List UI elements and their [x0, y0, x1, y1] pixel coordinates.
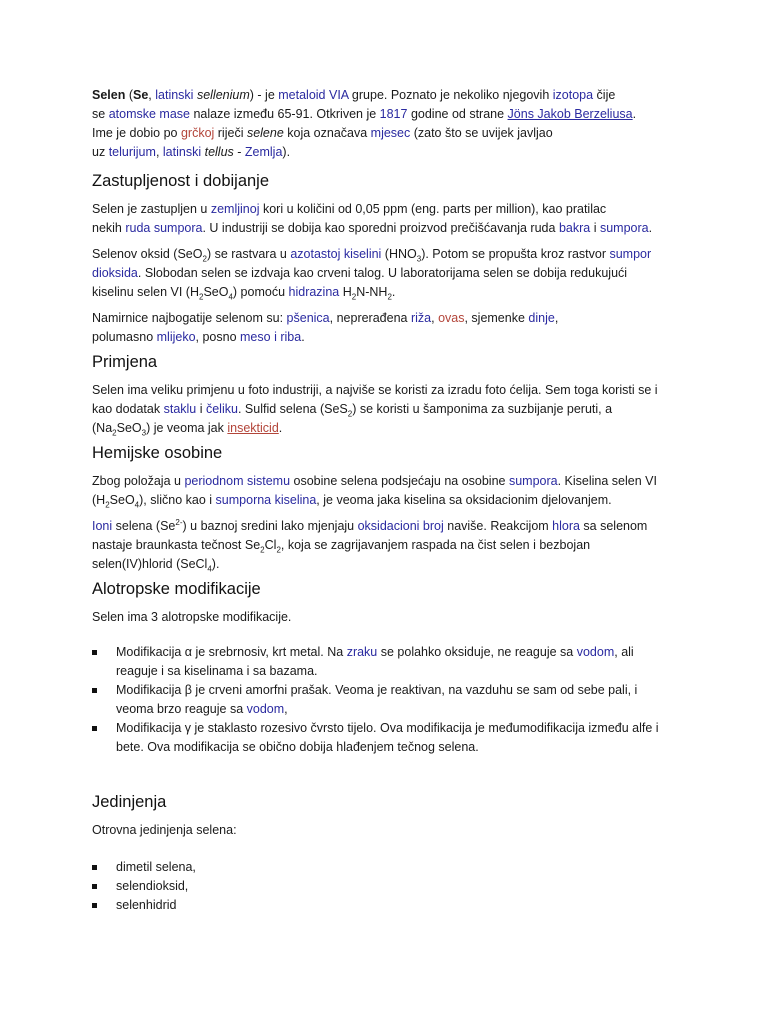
text: . Kiselina selen VI — [557, 474, 657, 488]
text: ) u baznoj sredini lako mjenjaju — [182, 519, 358, 533]
paragraph — [92, 381, 680, 438]
paragraph — [92, 517, 680, 574]
subscript: 3 — [416, 254, 422, 264]
link-bakra[interactable]: bakra — [558, 221, 591, 235]
subscript: 2 — [112, 428, 117, 438]
text: godine od strane — [407, 107, 508, 121]
text: reaguje i sa kiselinama i sa bazama. — [116, 664, 318, 678]
text: , — [431, 311, 439, 325]
text: osobine selena podsjećaju na osobine — [290, 474, 509, 488]
subscript: 2 — [387, 292, 392, 302]
text: selena (Se — [112, 519, 176, 533]
text: . Slobodan selen se izdvaja kao crveni talog. U laboratorijama selen se dobija redukujući — [137, 266, 628, 280]
text: . — [648, 221, 653, 235]
link-atomske-mase[interactable]: atomske mase — [108, 107, 190, 121]
paragraph — [92, 200, 680, 238]
text: veoma brzo reaguje sa — [116, 702, 247, 716]
text: Namirnice najbogatije selenom su: — [92, 311, 287, 325]
text: ). — [282, 145, 291, 159]
link-sumpora-2[interactable]: sumpora — [508, 474, 558, 488]
text: Ime je dobio po — [92, 126, 181, 140]
link-ruda-sumpora[interactable]: ruda sumpora — [125, 221, 203, 235]
text: . — [632, 107, 637, 121]
text: . — [301, 330, 305, 344]
link-riba[interactable]: riba — [280, 330, 302, 344]
text: se polahko oksiduje, ne reaguje sa — [377, 645, 577, 659]
list-item: selendioksid, — [92, 877, 680, 896]
link-via[interactable]: VIA — [328, 88, 349, 102]
link-sumpora[interactable]: sumpora — [599, 221, 649, 235]
text: bete. Ova modifikacija se obično dobija hlađenjem tečnog selena. — [116, 740, 479, 754]
symbol-se: Se — [133, 88, 149, 102]
text: ), slično kao i — [139, 493, 216, 507]
section-title-hemijske-osobine: Hemijske osobine — [92, 444, 223, 462]
link-hidrazina[interactable]: hidrazina — [288, 285, 340, 299]
list-item — [92, 643, 680, 681]
text: ). — [211, 557, 220, 571]
text: , — [148, 88, 156, 102]
list-item: selenhidrid — [92, 896, 680, 915]
text: ( — [125, 88, 133, 102]
subscript: 2 — [276, 545, 281, 555]
text: ). Potom se propušta kroz rastvor — [421, 247, 610, 261]
text: - — [233, 145, 245, 159]
link-staklu[interactable]: staklu — [163, 402, 197, 416]
link-mlijeko[interactable]: mlijeko — [156, 330, 196, 344]
text: nekih — [92, 221, 126, 235]
alotropske-list — [92, 643, 680, 757]
link-i[interactable]: i — [274, 330, 277, 344]
text: polumasno — [92, 330, 157, 344]
text: i — [196, 402, 206, 416]
subscript: 4 — [228, 292, 233, 302]
text: naviše. Reakcijom — [443, 519, 553, 533]
paragraph — [92, 245, 680, 302]
subscript: 4 — [207, 564, 212, 574]
text: SeO — [116, 421, 142, 435]
subscript: 2 — [202, 254, 207, 264]
list-item — [92, 681, 680, 719]
text: , — [155, 145, 163, 159]
subscript: 3 — [141, 428, 147, 438]
text: kao dodatak — [92, 402, 164, 416]
text: nalaze između 65-91. Otkriven je — [189, 107, 380, 121]
text: . — [278, 421, 283, 435]
text: (Na — [92, 421, 113, 435]
text: ) - je — [249, 88, 279, 102]
text: . Sulfid selena (SeS — [237, 402, 348, 416]
text: ) pomoću — [232, 285, 289, 299]
link-grckoj[interactable]: grčkoj — [180, 126, 215, 140]
text: čije — [593, 88, 616, 102]
list-item — [92, 719, 680, 757]
link-celiku[interactable]: čeliku — [205, 402, 238, 416]
link-izotopa[interactable]: izotopa — [552, 88, 594, 102]
link-berzelius[interactable]: Jöns Jakob Berzeliusa — [507, 107, 633, 121]
text: ) je veoma jak — [146, 421, 228, 435]
subscript: 2 — [347, 409, 353, 419]
intro-paragraph — [92, 86, 680, 162]
link-latinski-2[interactable]: latinski — [162, 145, 202, 159]
link-vodom-2[interactable]: vodom — [246, 702, 285, 716]
paragraph: Selen ima 3 alotropske modifikacije. — [92, 610, 292, 624]
link-azotastoj-kiselini[interactable]: azotastoj kiselini — [290, 247, 382, 261]
text: , koja se zagrijavanjem raspada na čist selen i bezbojan — [280, 538, 591, 552]
italic-word: selene — [246, 126, 284, 140]
link-hlora[interactable]: hlora — [552, 519, 580, 533]
text: se — [92, 107, 109, 121]
text: , sjemenke — [464, 311, 529, 325]
subscript: 4 — [134, 500, 140, 510]
link-zemljinoj[interactable]: zemljinoj — [210, 202, 260, 216]
link-vodom[interactable]: vodom — [576, 645, 615, 659]
link-ioni[interactable]: Ioni — [92, 519, 113, 533]
subscript: 2 — [260, 545, 265, 555]
text: Modifikacija α je srebrnosiv, krt metal. Na — [116, 645, 347, 659]
link-metaloid[interactable]: metaloid — [278, 88, 326, 102]
link-meso[interactable]: meso — [240, 330, 271, 344]
italic-word: tellus — [204, 145, 234, 159]
link-telurijum[interactable]: telurijum — [108, 145, 156, 159]
subscript: 2 — [105, 500, 110, 510]
text: i — [590, 221, 600, 235]
link-riza[interactable]: riža — [410, 311, 432, 325]
link-psenica[interactable]: pšenica — [286, 311, 330, 325]
text: sa selenom — [579, 519, 648, 533]
link-1817[interactable]: 1817 — [379, 107, 408, 121]
text: (zato što se uvijek javljao — [410, 126, 553, 140]
link-dioksida[interactable]: dioksida — [92, 266, 138, 280]
link-periodnom-sistemu[interactable]: periodnom sistemu — [184, 474, 291, 488]
text: grupe. Poznato je nekoliko njegovih — [348, 88, 553, 102]
link-sumpor[interactable]: sumpor — [609, 247, 652, 261]
link-insekticid[interactable]: insekticid — [227, 421, 279, 435]
text: (H — [92, 493, 106, 507]
text: Selen ima veliku primjenu u foto industriji, a najviše se koristi za izradu foto ćelija. Sem toga koristi se i — [92, 383, 658, 397]
paragraph — [92, 309, 680, 347]
text: koja označava — [283, 126, 371, 140]
subscript: 2 — [199, 292, 204, 302]
text: ) se koristi u šamponima za suzbijanje peruti, a — [352, 402, 613, 416]
link-dinje[interactable]: dinje — [528, 311, 555, 325]
text: Modifikacija β je crveni amorfni prašak. Veoma je reaktivan, na vazduhu se sam od sebe pali, i — [116, 683, 638, 697]
list-item: dimetil selena, — [92, 858, 680, 877]
text: SeO — [109, 493, 135, 507]
text: Selen je zastupljen u — [92, 202, 211, 216]
document-page — [92, 86, 680, 915]
section-title-zastupljenost: Zastupljenost i dobijanje — [92, 172, 270, 190]
text: , — [554, 311, 559, 325]
link-mjesec[interactable]: mjesec — [370, 126, 411, 140]
text: H — [339, 285, 352, 299]
text: Zbog položaja u — [92, 474, 185, 488]
text: , neprerađena — [329, 311, 411, 325]
text: riječi — [214, 126, 247, 140]
section-title-jedinjenja: Jedinjenja — [92, 793, 167, 811]
text: kiselinu selen VI (H — [92, 285, 199, 299]
text: . U industriji se dobija kao sporedni proizvod prečišćavanja ruda — [202, 221, 559, 235]
latin-name: sellenium — [196, 88, 250, 102]
section-title-primjena: Primjena — [92, 353, 158, 371]
superscript: 2- — [175, 517, 183, 527]
link-zraku[interactable]: zraku — [346, 645, 378, 659]
text: Modifikacija γ je staklasto rozesivo čvrsto tijelo. Ova modifikacija je međumodifikacija između alfe i — [116, 721, 659, 735]
text: Selenov oksid (SeO — [92, 247, 203, 261]
link-sumporna-kiselina[interactable]: sumporna kiselina — [215, 493, 317, 507]
text: , je veoma jaka kiselina sa oksidacionim djelovanjem. — [316, 493, 612, 507]
text: selen(IV)hlorid (SeCl — [92, 557, 208, 571]
text: SeO — [203, 285, 229, 299]
text: N-NH — [356, 285, 388, 299]
link-ovas[interactable]: ovas — [438, 311, 465, 325]
subscript: 2 — [351, 292, 357, 302]
text: kori u količini od 0,05 ppm (eng. parts per million), kao pratilac — [259, 202, 607, 216]
link-zemlja[interactable]: Zemlja — [244, 145, 283, 159]
link-latinski[interactable]: latinski — [155, 88, 194, 102]
paragraph — [92, 472, 680, 510]
text: uz — [92, 145, 109, 159]
link-oksidacioni-broj[interactable]: oksidacioni broj — [357, 519, 444, 533]
text: , ali — [614, 645, 634, 659]
text: ) se rastvara u — [206, 247, 291, 261]
jedinjenja-list — [92, 858, 680, 915]
text: , — [284, 702, 288, 716]
text: , posno — [195, 330, 241, 344]
paragraph: Otrovna jedinjenja selena: — [92, 823, 237, 837]
text: Cl — [264, 538, 277, 552]
term-selen: Selen — [92, 88, 126, 102]
section-title-alotropske: Alotropske modifikacije — [92, 580, 261, 598]
text: . — [391, 285, 396, 299]
text: (HNO — [381, 247, 417, 261]
text: nastaje braunkasta tečnost Se — [92, 538, 261, 552]
